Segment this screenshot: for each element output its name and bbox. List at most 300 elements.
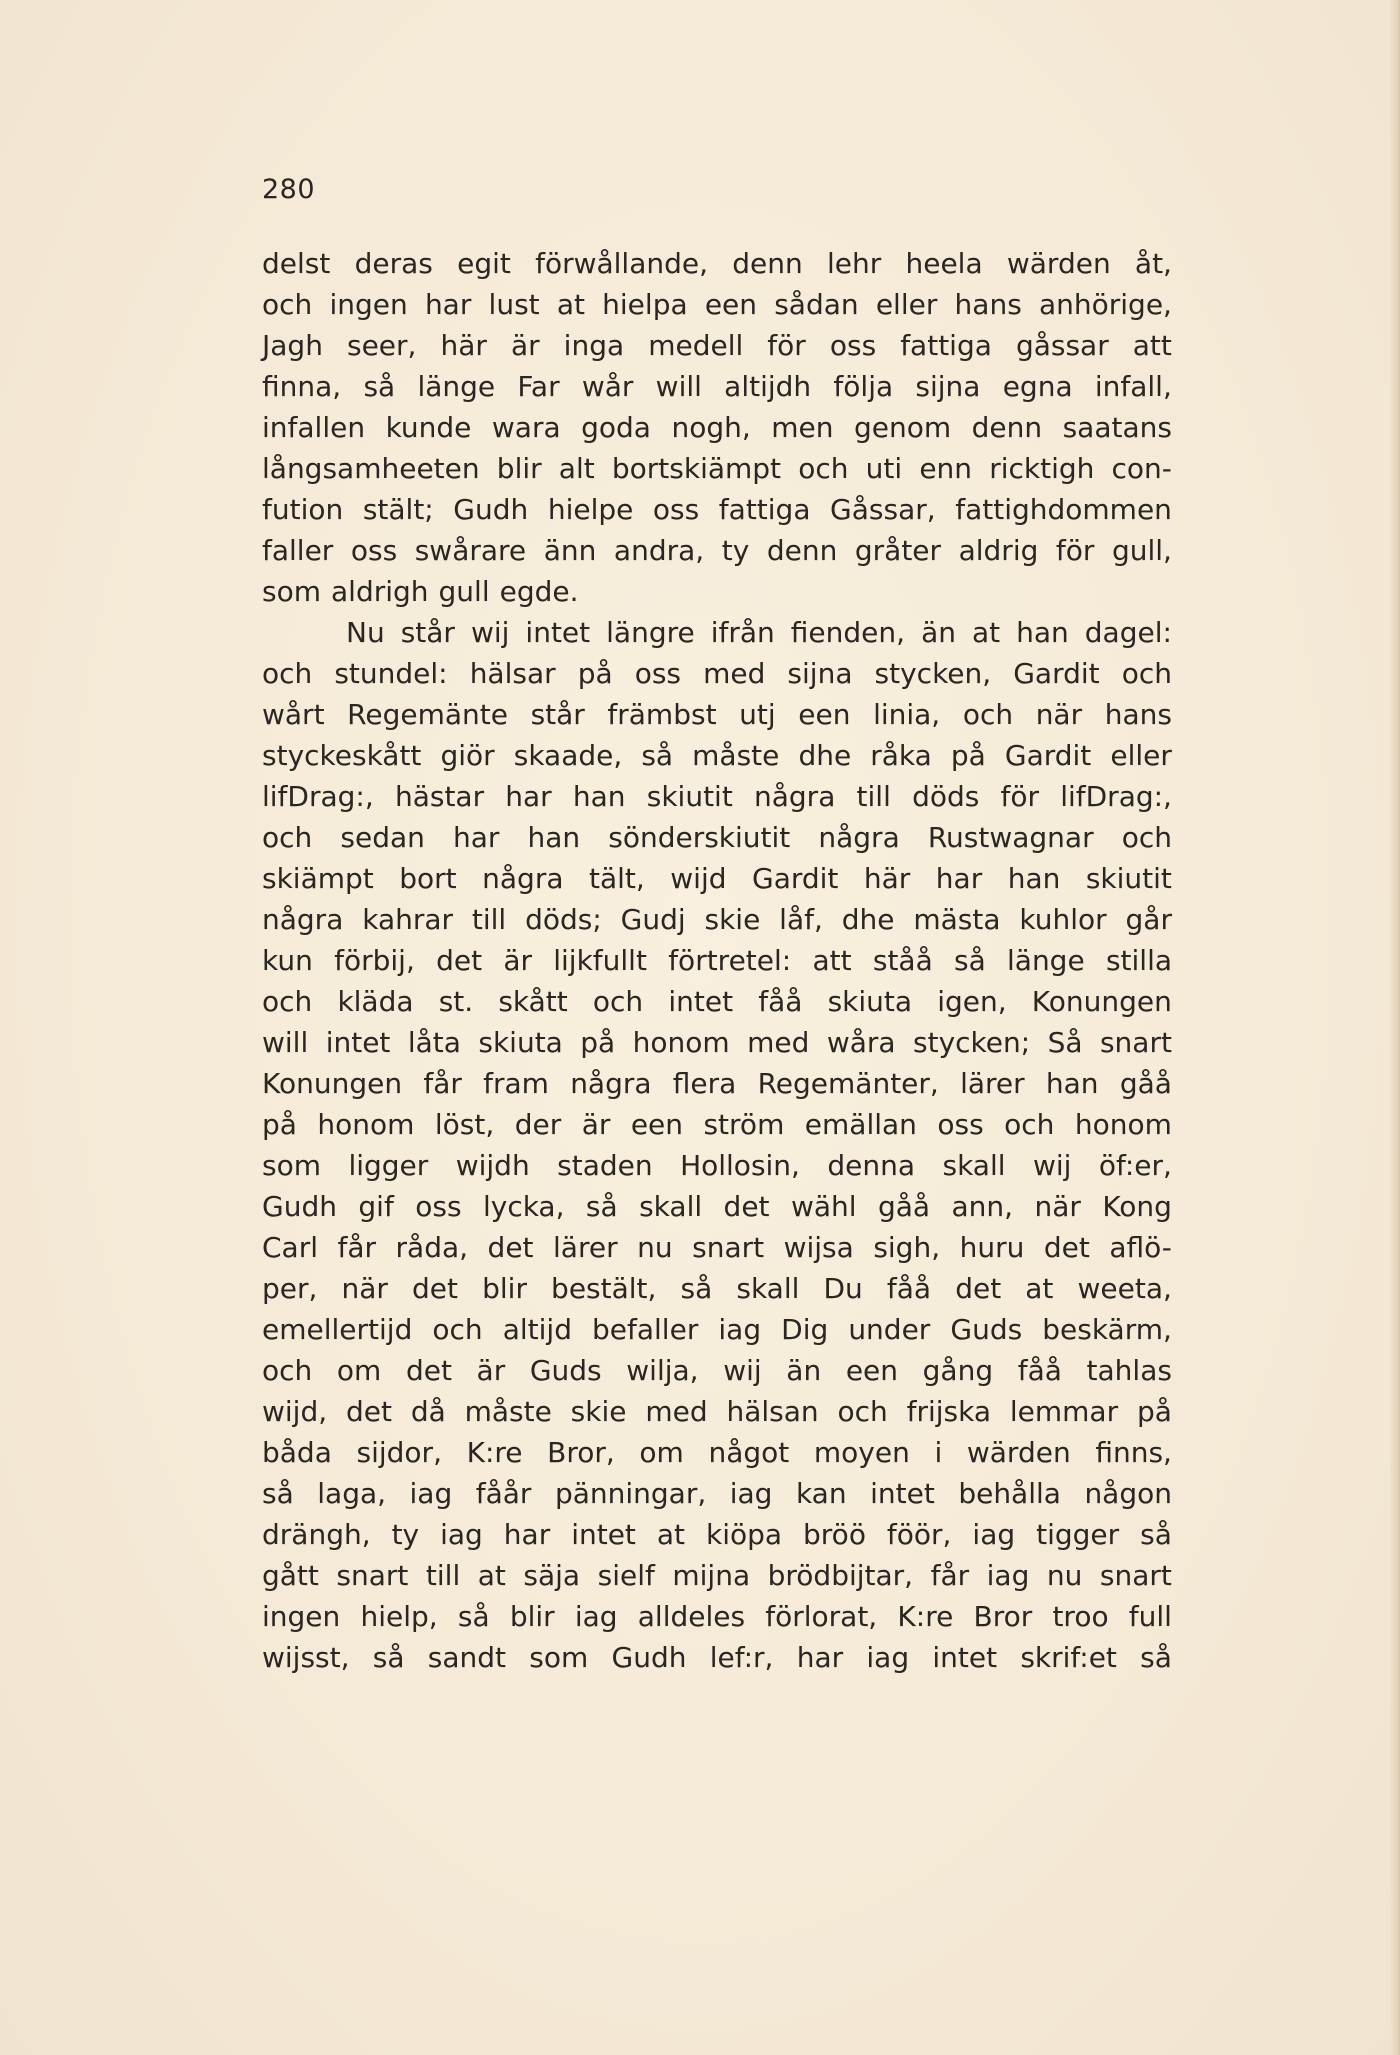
word: Gardit bbox=[752, 862, 839, 895]
word: skiämpt bbox=[262, 862, 374, 895]
word: iag bbox=[729, 1477, 773, 1510]
word: sielf bbox=[597, 1559, 655, 1592]
word: föör, bbox=[886, 1518, 952, 1551]
word: befaller bbox=[592, 1313, 699, 1346]
word: denn bbox=[732, 247, 803, 280]
word: skått bbox=[498, 985, 568, 1018]
word: några bbox=[262, 903, 344, 936]
word: så bbox=[641, 739, 674, 772]
word: sandt bbox=[427, 1641, 507, 1674]
word: är bbox=[510, 329, 540, 362]
word: Jagh bbox=[262, 329, 323, 362]
word: står bbox=[400, 616, 455, 649]
word: wara bbox=[491, 411, 561, 444]
word: hans bbox=[954, 288, 1022, 321]
word: till bbox=[856, 780, 891, 813]
text-line bbox=[262, 1063, 1172, 1104]
word: det bbox=[405, 1354, 452, 1387]
word: lifDrag:, bbox=[262, 780, 374, 813]
word: det bbox=[345, 1395, 392, 1428]
word: nogh, bbox=[671, 411, 751, 444]
word: hans bbox=[1104, 698, 1172, 731]
word: skie bbox=[570, 1395, 627, 1428]
word: wijdh bbox=[455, 1149, 530, 1182]
word: at bbox=[1025, 1272, 1054, 1305]
word: oss bbox=[634, 657, 682, 690]
text-line bbox=[262, 284, 1172, 325]
word: ty bbox=[391, 1518, 420, 1551]
word: löst, bbox=[434, 1108, 495, 1141]
word: finna, bbox=[262, 370, 342, 403]
word: frijska bbox=[906, 1395, 992, 1428]
word: stält; bbox=[362, 493, 434, 526]
word: råda, bbox=[395, 1231, 469, 1264]
word: wärden bbox=[966, 1436, 1071, 1469]
text-line bbox=[262, 407, 1172, 448]
word: deras bbox=[354, 247, 433, 280]
word: swårare bbox=[414, 534, 527, 567]
text-line bbox=[262, 1555, 1172, 1596]
text-line bbox=[262, 899, 1172, 940]
word: oss bbox=[415, 1190, 462, 1223]
word: staden bbox=[557, 1149, 653, 1182]
word: på bbox=[262, 1108, 297, 1141]
word: iag bbox=[574, 1600, 618, 1633]
word: gull bbox=[438, 575, 490, 608]
word: sedan bbox=[340, 821, 425, 854]
word: st. bbox=[438, 985, 474, 1018]
word: skiutit bbox=[1085, 862, 1172, 895]
word: snart bbox=[692, 1231, 765, 1264]
word: får bbox=[423, 1067, 462, 1100]
word: han bbox=[1045, 1067, 1099, 1100]
word: så bbox=[680, 1272, 713, 1305]
word: Gudh bbox=[262, 1190, 337, 1223]
text-line bbox=[262, 858, 1172, 899]
word: under bbox=[848, 1313, 931, 1346]
word: några bbox=[482, 862, 564, 895]
word: dhe bbox=[841, 903, 895, 936]
word: denn bbox=[971, 411, 1043, 444]
word: till bbox=[471, 903, 507, 936]
word: skall bbox=[639, 1190, 703, 1223]
word: döds bbox=[912, 780, 980, 813]
word: eller bbox=[1110, 739, 1172, 772]
word: båda bbox=[262, 1436, 332, 1469]
word: några bbox=[818, 821, 900, 854]
word: delst bbox=[262, 247, 331, 280]
word: oss bbox=[937, 1108, 984, 1141]
word: snart bbox=[1099, 1559, 1172, 1592]
word: linia, bbox=[873, 698, 941, 731]
word: bort bbox=[399, 862, 457, 895]
word: med bbox=[747, 1026, 810, 1059]
body-text bbox=[262, 243, 1172, 1678]
text-line bbox=[262, 735, 1172, 776]
word: Gudh bbox=[611, 1641, 687, 1674]
word: om bbox=[639, 1436, 684, 1469]
word: följa bbox=[833, 370, 894, 403]
word: honom bbox=[1074, 1108, 1172, 1141]
word: weeta, bbox=[1077, 1272, 1172, 1305]
word: som bbox=[529, 1641, 589, 1674]
word: har bbox=[424, 288, 472, 321]
word: iag bbox=[718, 1313, 762, 1346]
word: alt bbox=[558, 452, 595, 485]
word: någon bbox=[1084, 1477, 1172, 1510]
word: nu bbox=[637, 1231, 673, 1264]
text-line bbox=[262, 489, 1172, 530]
word: uti bbox=[865, 452, 903, 485]
word: stycken; bbox=[913, 1026, 1031, 1059]
word: det bbox=[436, 944, 483, 977]
word: några bbox=[754, 780, 836, 813]
word: styckeskått bbox=[262, 739, 422, 772]
word: som bbox=[262, 575, 321, 608]
word: han bbox=[527, 821, 581, 854]
word: gull, bbox=[1111, 534, 1172, 567]
word: giör bbox=[440, 739, 495, 772]
word: han bbox=[1016, 616, 1069, 649]
word: här bbox=[863, 862, 911, 895]
word: troo bbox=[1052, 1600, 1109, 1633]
word: och bbox=[432, 1313, 483, 1346]
word: wijd, bbox=[262, 1395, 328, 1428]
word: på bbox=[1136, 1395, 1172, 1428]
word: Guds bbox=[950, 1313, 1023, 1346]
word: gif bbox=[358, 1190, 394, 1223]
word: han bbox=[1007, 862, 1061, 895]
word: blir bbox=[496, 452, 542, 485]
word: som bbox=[262, 1149, 321, 1182]
word: tält, bbox=[589, 862, 645, 895]
word: att bbox=[812, 944, 852, 977]
word: will bbox=[262, 1026, 309, 1059]
word: när bbox=[1035, 698, 1083, 731]
word: altijd bbox=[502, 1313, 572, 1346]
word: har bbox=[452, 821, 500, 854]
word: det bbox=[487, 1231, 534, 1264]
word: så bbox=[1140, 1518, 1172, 1551]
text-line bbox=[262, 1227, 1172, 1268]
word: är bbox=[581, 1108, 611, 1141]
text-line bbox=[262, 530, 1172, 571]
word: denn bbox=[766, 534, 838, 567]
word: wilja, bbox=[626, 1354, 699, 1387]
word: det bbox=[723, 1190, 770, 1223]
word: råka bbox=[870, 739, 932, 772]
word: drängh, bbox=[262, 1518, 371, 1551]
text-line bbox=[262, 1268, 1172, 1309]
word: länge bbox=[1007, 944, 1085, 977]
word: at bbox=[656, 1518, 686, 1551]
word: skall bbox=[942, 1149, 1006, 1182]
word: sijna bbox=[915, 370, 981, 403]
word: men bbox=[771, 411, 834, 444]
word: Konungen bbox=[1031, 985, 1172, 1018]
word: fåår bbox=[475, 1477, 532, 1510]
word: intet bbox=[668, 985, 734, 1018]
word: främbst bbox=[607, 698, 717, 731]
text-line bbox=[262, 1186, 1172, 1227]
word: iag bbox=[409, 1477, 453, 1510]
word: låta bbox=[407, 1026, 461, 1059]
word: så bbox=[363, 370, 396, 403]
word: blir bbox=[482, 1272, 527, 1305]
word: at bbox=[971, 616, 1001, 649]
text-line bbox=[262, 1596, 1172, 1637]
text-line bbox=[262, 325, 1172, 366]
word: sijna bbox=[787, 657, 853, 690]
word: goda bbox=[581, 411, 651, 444]
word: Gudj bbox=[620, 903, 686, 936]
word: har bbox=[935, 862, 983, 895]
word: stilla bbox=[1105, 944, 1172, 977]
word: och bbox=[592, 985, 644, 1018]
word: kunde bbox=[385, 411, 472, 444]
word: lifDrag:, bbox=[1060, 780, 1172, 813]
word: gåå bbox=[877, 1190, 931, 1223]
word: gråter bbox=[854, 534, 942, 567]
word: med bbox=[703, 657, 766, 690]
word: iag bbox=[986, 1559, 1030, 1592]
word: och bbox=[1121, 821, 1172, 854]
word: om bbox=[336, 1354, 382, 1387]
word: heela bbox=[905, 247, 983, 280]
word: och bbox=[262, 1354, 313, 1387]
word: laga, bbox=[317, 1477, 387, 1510]
word: wår bbox=[581, 370, 634, 403]
word: det bbox=[412, 1272, 459, 1305]
word: så bbox=[954, 944, 986, 977]
word: andra, bbox=[613, 534, 705, 567]
word: stycken, bbox=[874, 657, 992, 690]
word: Kong bbox=[1102, 1190, 1172, 1223]
word: lärer bbox=[960, 1067, 1025, 1100]
word: länge bbox=[417, 370, 496, 403]
word: låf, bbox=[779, 903, 823, 936]
text-line bbox=[262, 366, 1172, 407]
word: sijdor, bbox=[356, 1436, 442, 1469]
text-line bbox=[262, 776, 1172, 817]
word: än bbox=[921, 616, 956, 649]
word: har bbox=[796, 1641, 844, 1674]
text-line bbox=[262, 1637, 1172, 1678]
text-line bbox=[262, 1432, 1172, 1473]
word: skiutit bbox=[646, 780, 733, 813]
word: intet bbox=[870, 1477, 935, 1510]
word: Nu bbox=[346, 616, 385, 649]
text-line bbox=[262, 1104, 1172, 1145]
word: Guds bbox=[529, 1354, 602, 1387]
word: då bbox=[410, 1395, 446, 1428]
word: wåra bbox=[826, 1026, 896, 1059]
text-line bbox=[262, 1022, 1172, 1063]
word: är bbox=[476, 1354, 506, 1387]
text-line bbox=[262, 1391, 1172, 1432]
word: så bbox=[457, 1600, 490, 1633]
word: iag bbox=[440, 1518, 483, 1551]
word: intet bbox=[571, 1518, 636, 1551]
word: Gardit bbox=[1013, 657, 1100, 690]
word: snart bbox=[1099, 1026, 1172, 1059]
word: att bbox=[1132, 329, 1172, 362]
word: iag bbox=[866, 1641, 910, 1674]
word: moyen bbox=[813, 1436, 910, 1469]
word: när bbox=[341, 1272, 388, 1305]
word: döds; bbox=[525, 903, 602, 936]
word: Far bbox=[517, 370, 560, 403]
word: med bbox=[645, 1395, 708, 1428]
text-line bbox=[262, 448, 1172, 489]
word: alldeles bbox=[637, 1600, 746, 1633]
word: hielpa bbox=[602, 288, 688, 321]
word: infallen bbox=[262, 411, 366, 444]
word: brödbijtar, bbox=[767, 1559, 914, 1592]
page-number: 280 bbox=[262, 174, 316, 205]
text-line bbox=[262, 981, 1172, 1022]
word: Gardit bbox=[1004, 739, 1092, 772]
word: honom bbox=[632, 1026, 730, 1059]
word: intet bbox=[932, 1641, 998, 1674]
word: ifrån bbox=[710, 616, 775, 649]
page-edge-shadow bbox=[1390, 0, 1400, 2055]
word: ingen bbox=[329, 288, 408, 321]
word: der bbox=[514, 1108, 562, 1141]
word: kan bbox=[795, 1477, 847, 1510]
word: lijkfullt bbox=[553, 944, 647, 977]
word: at bbox=[477, 1559, 506, 1592]
word: finns, bbox=[1095, 1436, 1172, 1469]
word: Carl bbox=[262, 1231, 318, 1264]
word: Rustwagnar bbox=[927, 821, 1094, 854]
word: Du bbox=[823, 1272, 863, 1305]
word: wårt bbox=[262, 698, 325, 731]
word: fattiga bbox=[718, 493, 811, 526]
word: på bbox=[950, 739, 986, 772]
word: gått bbox=[262, 1559, 319, 1592]
word: längre bbox=[606, 616, 695, 649]
word: nu bbox=[1046, 1559, 1083, 1592]
word: gång bbox=[922, 1354, 994, 1387]
word: oss bbox=[652, 493, 700, 526]
word: anhörige, bbox=[1038, 288, 1172, 321]
word: oss bbox=[350, 534, 398, 567]
word: wij bbox=[1032, 1149, 1072, 1182]
text-line bbox=[262, 1309, 1172, 1350]
word: för bbox=[767, 329, 806, 362]
word: det bbox=[1043, 1231, 1090, 1264]
word: pänningar, bbox=[554, 1477, 707, 1510]
word: K:re bbox=[897, 1600, 954, 1633]
word: per, bbox=[262, 1272, 318, 1305]
word: han bbox=[572, 780, 626, 813]
word: aldrig bbox=[958, 534, 1039, 567]
word: medell bbox=[648, 329, 744, 362]
word: wärden bbox=[1006, 247, 1111, 280]
text-line bbox=[262, 940, 1172, 981]
word: skaade, bbox=[513, 739, 623, 772]
word: con- bbox=[1111, 452, 1172, 485]
word: bröö bbox=[803, 1518, 866, 1551]
word: sönderskiutit bbox=[608, 821, 791, 854]
word: säja bbox=[523, 1559, 581, 1592]
word: Konungen bbox=[262, 1067, 403, 1100]
word: bortskiämpt bbox=[611, 452, 782, 485]
word: wijsa bbox=[783, 1231, 854, 1264]
word: och bbox=[798, 452, 849, 485]
word: skall bbox=[736, 1272, 800, 1305]
word: skrif:et bbox=[1020, 1641, 1117, 1674]
word: fattighdommen bbox=[955, 493, 1172, 526]
word: kahrar bbox=[362, 903, 454, 936]
word: har bbox=[505, 780, 552, 813]
word: genom bbox=[853, 411, 952, 444]
word: egde. bbox=[499, 575, 579, 608]
word: ingen bbox=[262, 1600, 341, 1633]
word: seer, bbox=[346, 329, 417, 362]
text-line bbox=[262, 571, 1172, 612]
word: at bbox=[556, 288, 585, 321]
text-line bbox=[262, 1514, 1172, 1555]
word: utj bbox=[739, 698, 776, 731]
word: förlorat, bbox=[765, 1600, 878, 1633]
word: är bbox=[503, 944, 532, 977]
text-line bbox=[262, 817, 1172, 858]
word: dhe bbox=[798, 739, 852, 772]
word: snart bbox=[336, 1559, 409, 1592]
word: beskärm, bbox=[1042, 1313, 1172, 1346]
word: måste bbox=[692, 739, 780, 772]
word: för bbox=[1000, 780, 1040, 813]
word: lärer bbox=[553, 1231, 618, 1264]
word: måste bbox=[464, 1395, 552, 1428]
word: emällan bbox=[804, 1108, 917, 1141]
word: infall, bbox=[1094, 370, 1172, 403]
text-line bbox=[262, 1350, 1172, 1391]
word: fåå bbox=[886, 1272, 932, 1305]
word: står bbox=[530, 698, 585, 731]
word: skiuta bbox=[478, 1026, 563, 1059]
word: igen, bbox=[937, 985, 1007, 1018]
word: sådan bbox=[774, 288, 859, 321]
word: fåå bbox=[1017, 1354, 1062, 1387]
word: hälsar bbox=[469, 657, 556, 690]
word: will bbox=[655, 370, 702, 403]
word: denna bbox=[827, 1149, 916, 1182]
word: wähl bbox=[790, 1190, 857, 1223]
word: öf:er, bbox=[1098, 1149, 1172, 1182]
word: och bbox=[1004, 1108, 1055, 1141]
word: så bbox=[1140, 1641, 1172, 1674]
word: fram bbox=[483, 1067, 549, 1100]
word: altijdh bbox=[724, 370, 812, 403]
word: fienden, bbox=[790, 616, 906, 649]
word: fåå bbox=[758, 985, 803, 1018]
word: lehr bbox=[826, 247, 882, 280]
word: änn bbox=[543, 534, 597, 567]
word: Bror bbox=[973, 1600, 1033, 1633]
word: Regemänter, bbox=[757, 1067, 939, 1100]
word: egit bbox=[457, 247, 511, 280]
word: skie bbox=[704, 903, 761, 936]
word: och bbox=[262, 821, 313, 854]
word: honom bbox=[317, 1108, 415, 1141]
word: förtretel: bbox=[668, 944, 792, 977]
word: intet bbox=[325, 1026, 391, 1059]
word: till bbox=[425, 1559, 461, 1592]
word: aldrigh bbox=[331, 575, 429, 608]
